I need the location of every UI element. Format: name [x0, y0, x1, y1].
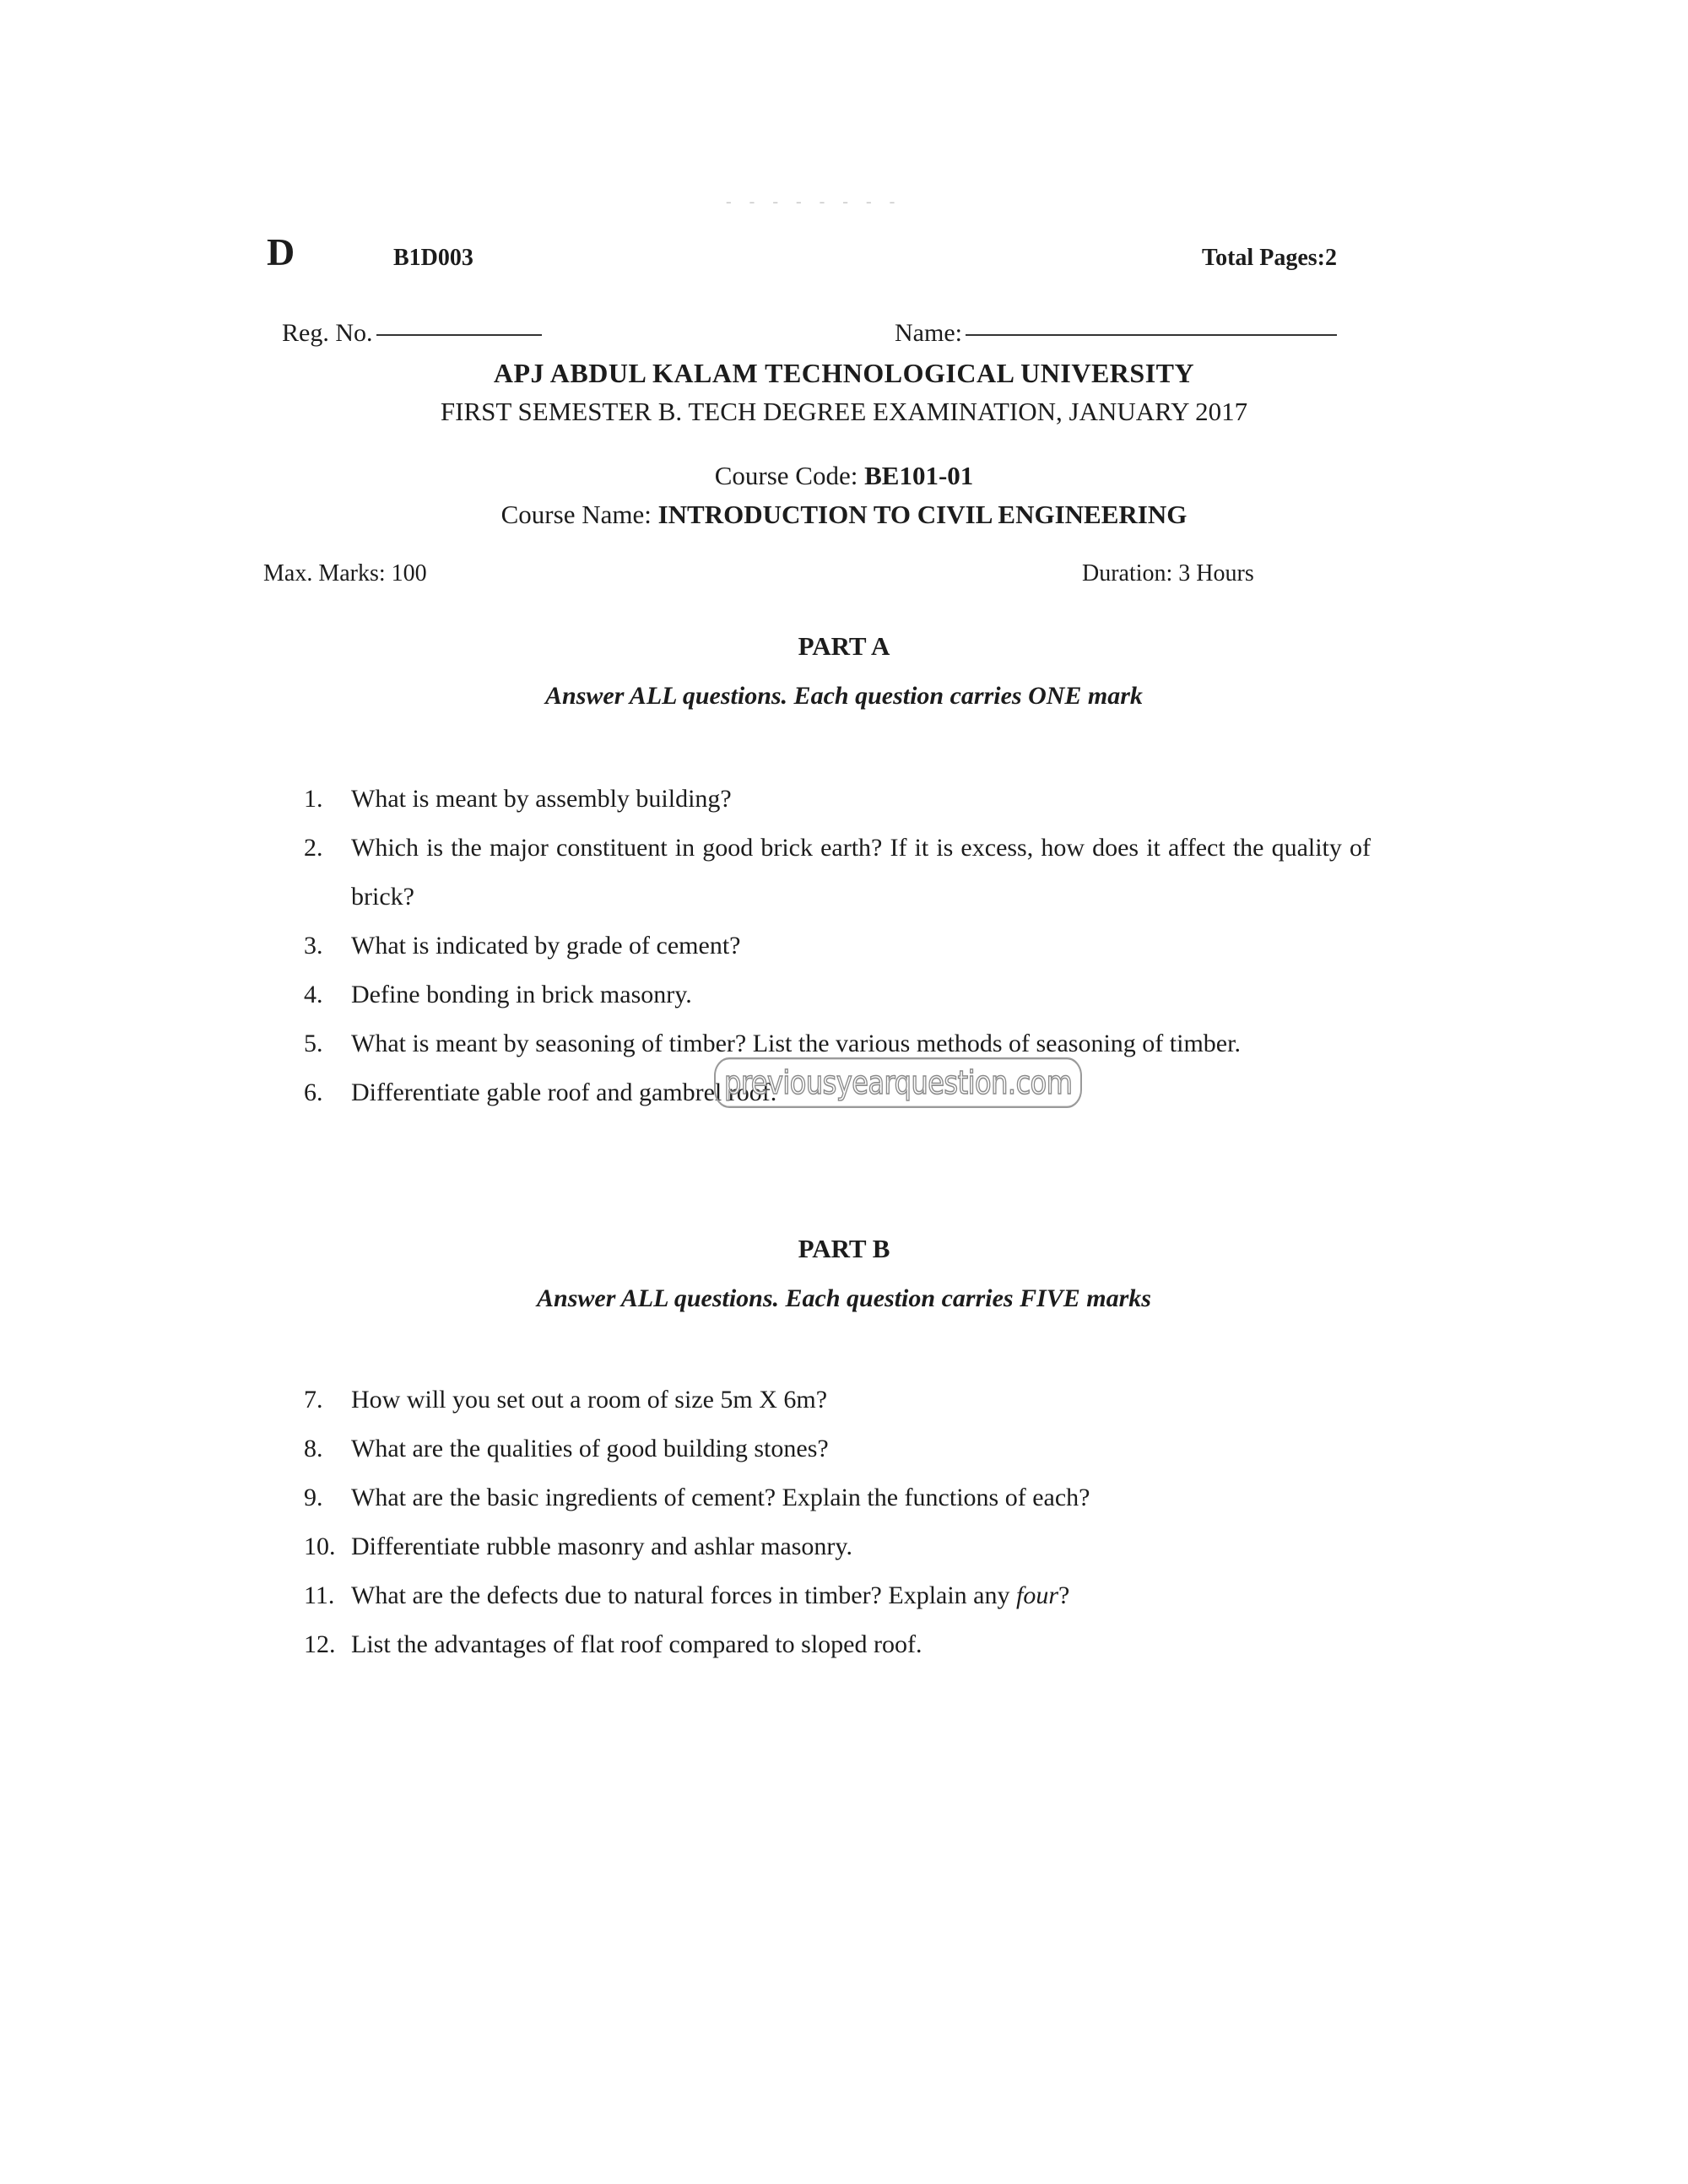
course-code	[0, 461, 1688, 491]
question-item	[304, 1376, 1371, 1424]
course-name-label: Course Name:	[500, 500, 658, 529]
question-number: 10.	[304, 1533, 336, 1560]
question-text: What is meant by assembly building?	[351, 785, 732, 813]
question-number: 7.	[304, 1386, 323, 1414]
question-text: What is meant by seasoning of timber? List the various methods of seasoning of timber.	[351, 1030, 1241, 1057]
course-name	[0, 500, 1688, 530]
part-a-instruction: Answer ALL questions. Each question carries ONE mark	[545, 682, 1143, 710]
question-text-main: What are the defects due to natural forces in timber? Explain any	[351, 1581, 1016, 1609]
part-a-title: PART A	[798, 631, 890, 661]
question-text: How will you set out a room of size 5m X 6m?	[351, 1386, 828, 1414]
question-number: 12.	[304, 1630, 336, 1658]
university-name: APJ ABDUL KALAM TECHNOLOGICAL UNIVERSITY	[493, 358, 1195, 388]
question-number: 1.	[304, 785, 323, 813]
total-pages: Total Pages:2	[1202, 245, 1337, 271]
question-number: 3.	[304, 932, 323, 960]
question-number: 5.	[304, 1030, 323, 1057]
question-number: 4.	[304, 981, 323, 1008]
question-item	[304, 922, 1371, 970]
question-text	[351, 1581, 1069, 1609]
name-blank	[966, 334, 1337, 336]
question-item	[304, 1571, 1371, 1620]
duration: Duration: 3 Hours	[1082, 560, 1254, 587]
course-code-label: Course Code:	[714, 461, 865, 490]
question-item	[304, 1620, 1371, 1669]
name-field	[895, 319, 1337, 348]
question-text: Which is the major constituent in good brick earth? If it is excess, how does it affect the quality of brick?	[351, 834, 1371, 911]
reg-no-field	[282, 319, 542, 348]
question-text: Differentiate gable roof and gambrel roof.	[351, 1078, 777, 1106]
scan-artifact: - - - - - - - -	[726, 192, 902, 211]
question-item	[304, 1424, 1371, 1473]
question-number: 2.	[304, 834, 323, 862]
series-letter: D	[267, 230, 295, 273]
part-b-question-list	[304, 1376, 1371, 1669]
question-number: 11.	[304, 1581, 335, 1609]
question-text: List the advantages of flat roof compared to sloped roof.	[351, 1630, 922, 1658]
question-text: What are the qualities of good building stones?	[351, 1435, 829, 1462]
question-text: What is indicated by grade of cement?	[351, 932, 741, 960]
question-text-end: ?	[1058, 1581, 1070, 1609]
question-text: What are the basic ingredients of cement? Explain the functions of each?	[351, 1484, 1090, 1511]
course-name-value: INTRODUCTION TO CIVIL ENGINEERING	[657, 500, 1188, 529]
question-number: 9.	[304, 1484, 323, 1511]
question-text: Differentiate rubble masonry and ashlar masonry.	[351, 1533, 852, 1560]
reg-no-blank	[376, 334, 542, 336]
name-label: Name:	[895, 319, 962, 347]
part-b-title: PART B	[798, 1234, 890, 1263]
reg-no-label: Reg. No.	[282, 319, 373, 347]
paper-code: B1D003	[393, 245, 473, 271]
question-item	[304, 970, 1371, 1019]
exam-title: FIRST SEMESTER B. TECH DEGREE EXAMINATION, JANUARY 2017	[440, 397, 1248, 426]
max-marks: Max. Marks: 100	[263, 560, 427, 587]
question-item	[304, 775, 1371, 824]
question-text: Define bonding in brick masonry.	[351, 981, 692, 1008]
question-item	[304, 1473, 1371, 1522]
question-number: 6.	[304, 1078, 323, 1106]
question-text-emphasis: four	[1016, 1581, 1059, 1609]
watermark-logo: previousyearquestion.com	[714, 1057, 1082, 1108]
question-item	[304, 1522, 1371, 1571]
part-b-instruction: Answer ALL questions. Each question carries FIVE marks	[537, 1284, 1151, 1312]
question-item	[304, 824, 1371, 922]
course-code-value: BE101-01	[864, 461, 974, 490]
question-number: 8.	[304, 1435, 323, 1462]
